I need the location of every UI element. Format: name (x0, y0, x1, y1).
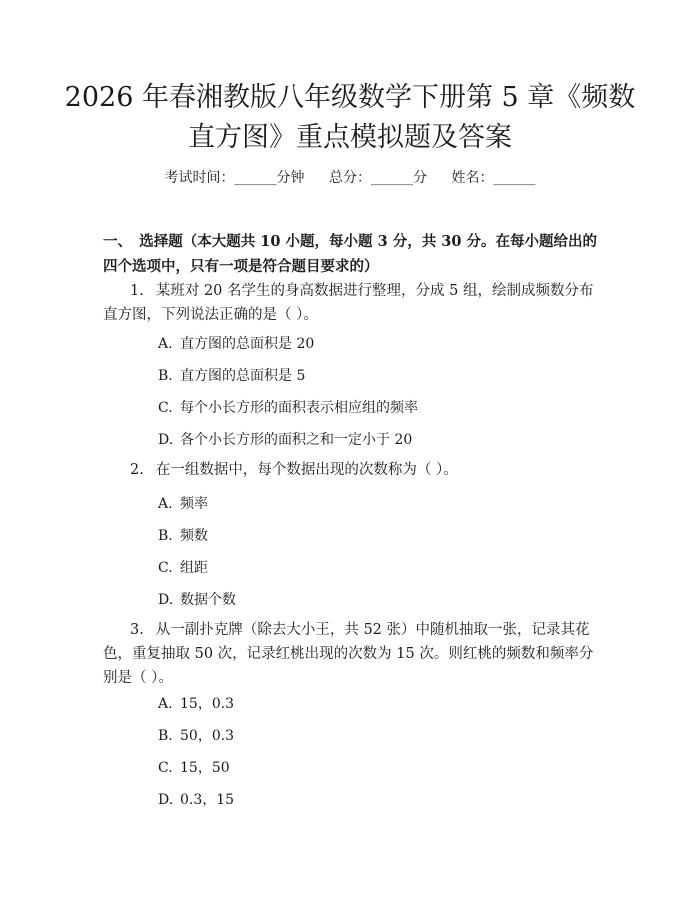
question-1 (103, 279, 598, 327)
option-text: 频率 (180, 496, 208, 512)
option-text: 各个小长方形的面积之和一定小于 20 (180, 432, 413, 448)
exam-name: 姓名：______ (451, 170, 536, 186)
question-text: 某班对 20 名学生的身高数据进行整理，分成 5 组，绘制成频数分布直方图，下列说法正确的是（ ）。 (103, 283, 594, 323)
question-2-option-d (158, 590, 236, 610)
question-3-option-c (158, 758, 230, 778)
option-text: 0.3，15 (180, 792, 235, 808)
option-text: 直方图的总面积是 5 (180, 368, 306, 384)
option-letter: C. (158, 560, 173, 576)
option-letter: A. (158, 336, 173, 352)
option-letter: B. (158, 528, 173, 544)
question-text: 在一组数据中，每个数据出现的次数称为（ ）。 (155, 462, 458, 478)
question-2-option-a (158, 494, 208, 514)
option-letter: C. (158, 760, 173, 776)
question-number: 1. (130, 283, 144, 299)
exam-score: 总分：______分 (329, 170, 427, 186)
question-1-option-d (158, 430, 412, 450)
option-letter: A. (158, 496, 173, 512)
option-letter: D. (158, 592, 174, 608)
option-text: 直方图的总面积是 20 (180, 336, 315, 352)
question-1-option-a (158, 334, 314, 354)
question-1-option-c (158, 398, 418, 418)
option-letter: B. (158, 728, 173, 744)
exam-time: 考试时间：______分钟 (164, 170, 305, 186)
question-text: 从一副扑克牌（除去大小王，共 52 张）中随机抽取一张，记录其花色，重复抽取 50 次，记录红桃出现的次数为 15 次。则红桃的频数和频率分别是（ ）。 (103, 622, 594, 686)
option-letter: C. (158, 400, 173, 416)
question-3-option-d (158, 790, 234, 810)
exam-info (0, 168, 700, 188)
option-letter: D. (158, 432, 174, 448)
question-3 (103, 618, 598, 690)
page-title: 2026 年春湘教版八年级数学下册第 5 章《频数直方图》重点模拟题及答案 (64, 82, 636, 153)
question-3-option-a (158, 694, 234, 714)
question-2-option-c (158, 558, 208, 578)
question-2-option-b (158, 526, 208, 546)
question-number: 3. (130, 622, 144, 638)
question-1-option-b (158, 366, 305, 386)
option-letter: B. (158, 368, 173, 384)
option-letter: D. (158, 792, 174, 808)
option-text: 频数 (180, 528, 208, 544)
option-text: 15，0.3 (180, 696, 235, 712)
question-2 (103, 458, 598, 482)
option-text: 每个小长方形的面积表示相应组的频率 (180, 400, 418, 416)
option-text: 15，50 (180, 760, 230, 776)
question-number: 2. (130, 462, 144, 478)
option-text: 数据个数 (180, 592, 236, 608)
section-heading: 一、 选择题（本大题共 10 小题，每小题 3 分，共 30 分。在每小题给出的四个选项中，只有一项是符合题目要求的） (103, 233, 597, 275)
question-3-option-b (158, 726, 234, 746)
option-text: 50，0.3 (180, 728, 235, 744)
option-text: 组距 (180, 560, 208, 576)
option-letter: A. (158, 696, 173, 712)
